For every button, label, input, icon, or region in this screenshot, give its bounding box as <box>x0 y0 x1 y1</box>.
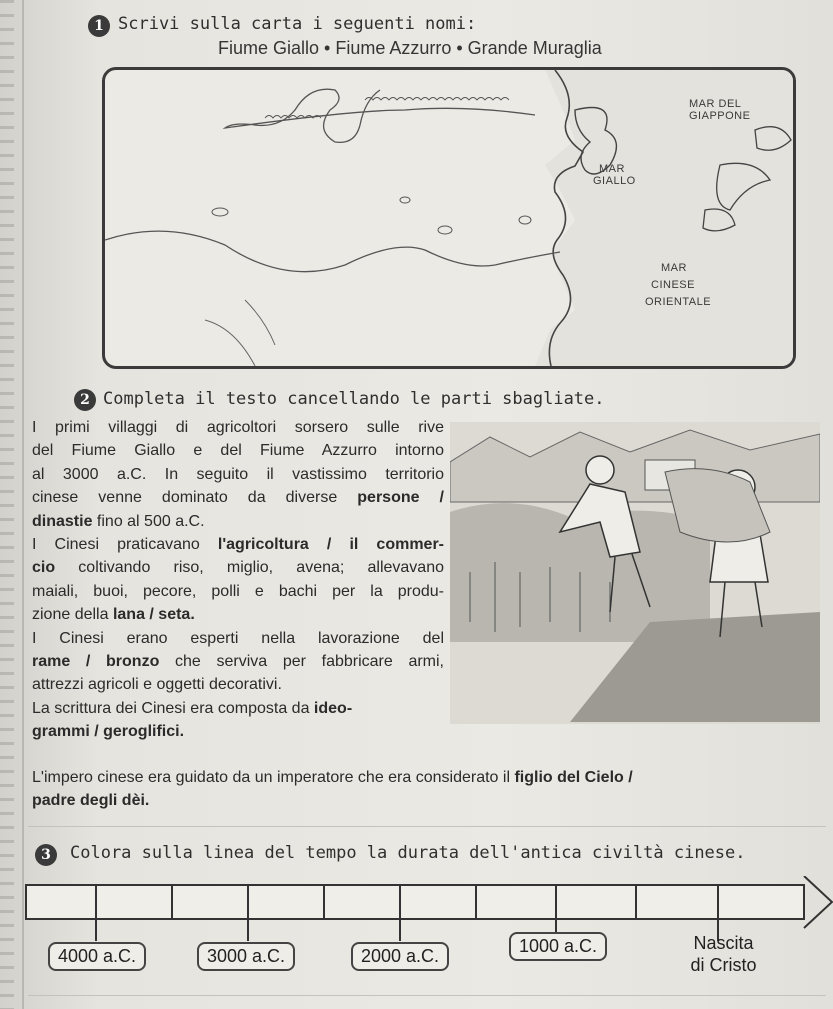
china-map[interactable] <box>102 67 796 369</box>
text-line <box>32 556 444 579</box>
notebook-edge <box>0 0 14 1009</box>
text-fragment: che serviva per fabbricare armi, <box>159 653 445 671</box>
choice-option[interactable]: cio <box>32 559 56 577</box>
choice-option[interactable]: dinastie <box>32 512 93 530</box>
text-line <box>32 580 444 603</box>
text-fragment: cinese venne dominato da diverse <box>32 489 358 507</box>
label-mar-cinese-orientale: MAR CINESE ORIENTALE <box>645 262 712 308</box>
margin-line <box>22 0 24 1009</box>
text-line <box>32 439 444 462</box>
lake-icon <box>519 216 531 224</box>
exercise-1-instruction: Scrivi sulla carta i seguenti nomi: <box>118 14 477 34</box>
text-line <box>32 697 444 720</box>
divider <box>28 826 826 827</box>
label-mar-giallo: MAR GIALLO <box>593 163 636 187</box>
exercise-2-text <box>32 416 444 744</box>
text-fragment: al 3000 a.C. In seguito il vastissimo territorio <box>32 465 444 483</box>
text-fragment: La scrittura dei Cinesi era composta da <box>32 699 314 717</box>
text-fragment: maiali, buoi, pecore, polli e bachi per la produ- <box>32 582 444 600</box>
text-line <box>32 603 444 626</box>
text-fragment: I Cinesi praticavano <box>32 536 218 554</box>
choice-option[interactable]: persone / <box>357 489 444 507</box>
text-line <box>32 463 444 486</box>
text-line <box>32 766 822 789</box>
blue-river-course <box>105 231 560 272</box>
choice-option[interactable]: l'agricoltura / il commer- <box>217 536 444 554</box>
text-line <box>32 627 444 650</box>
text-line <box>32 789 822 812</box>
exercise-1-number: 1 <box>88 15 110 37</box>
lake-icon <box>212 208 228 216</box>
choice-option[interactable]: padre degli dèi. <box>32 792 150 810</box>
exercise-3-number: 3 <box>35 844 57 866</box>
choice-option[interactable]: rame / bronzo <box>32 653 160 671</box>
text-line <box>32 650 444 673</box>
label-mar-giappone: MAR DEL GIAPPONE <box>689 98 751 122</box>
choice-option[interactable]: grammi / geroglifici. <box>32 723 185 741</box>
bottom-rule <box>28 995 826 996</box>
exercise-2-instruction: Completa il testo cancellando le parti sbagliate. <box>103 389 605 409</box>
text-fragment: zione della <box>32 606 113 624</box>
southern-river <box>205 300 275 366</box>
text-line <box>32 720 444 743</box>
lake-icon <box>400 197 410 203</box>
timeline-label-3000: 3000 a.C. <box>197 942 295 971</box>
exercise-3-instruction: Colora sulla linea del tempo la durata dell'antica civiltà cinese. <box>70 843 746 863</box>
timeline-label-nascita-di-cristo: Nascita di Cristo <box>690 933 757 975</box>
exercise-2-number: 2 <box>74 389 96 411</box>
timeline-label-2000: 2000 a.C. <box>351 942 449 971</box>
chinese-farmers-illustration <box>450 422 820 724</box>
text-line <box>32 533 444 556</box>
text-fragment: I primi villaggi di agricoltori sorsero sulle rive <box>32 419 444 436</box>
text-fragment: I Cinesi erano esperti nella lavorazione del <box>32 629 444 647</box>
text-fragment: coltivando riso, miglio, avena; allevavano <box>55 559 444 577</box>
text-fragment: attrezzi agricoli e oggetti decorativi. <box>32 676 282 694</box>
exercise-1-names-list: Fiume Giallo • Fiume Azzurro • Grande Muraglia <box>218 38 602 58</box>
timeline-arrow-icon <box>804 876 832 928</box>
text-fragment: L'impero cinese era guidato da un imperatore che era considerato il <box>32 769 515 786</box>
text-line <box>32 416 444 439</box>
choice-option[interactable]: lana / seta. <box>112 606 195 624</box>
timeline-label-4000: 4000 a.C. <box>48 942 146 971</box>
text-line <box>32 510 444 533</box>
lake-icon <box>438 226 452 234</box>
text-line <box>32 673 444 696</box>
timeline-label-1000: 1000 a.C. <box>509 932 607 961</box>
sea-area <box>535 70 793 366</box>
text-line <box>32 486 444 509</box>
timeline-bar[interactable] <box>26 885 804 919</box>
choice-option[interactable]: figlio del Cielo / <box>514 769 633 786</box>
text-fragment: del Fiume Giallo e del Fiume Azzurro intorno <box>32 442 444 460</box>
exercise-2-text-continued <box>32 766 822 813</box>
text-fragment: fino al 500 a.C. <box>92 512 205 530</box>
choice-option[interactable]: ideo- <box>313 699 353 717</box>
